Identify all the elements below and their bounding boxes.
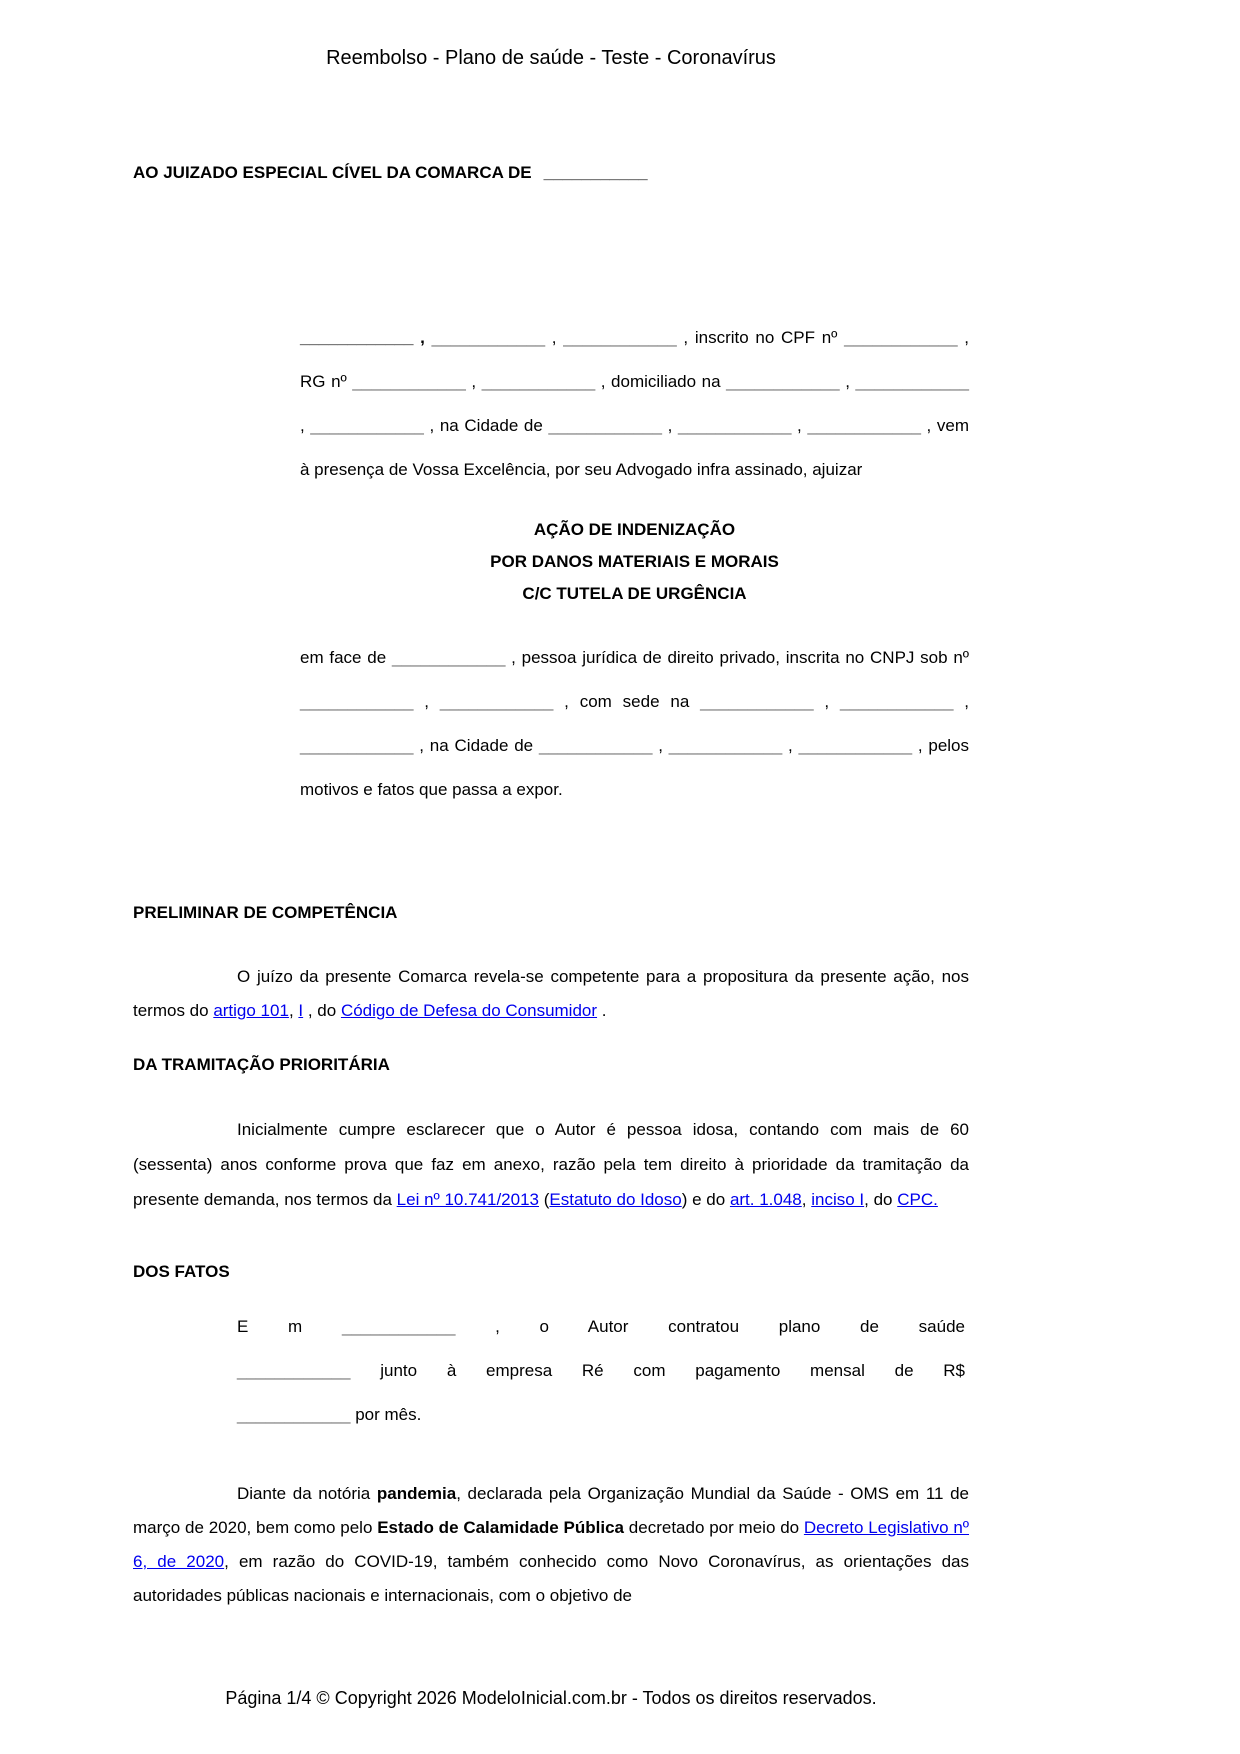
- section-heading-fatos: DOS FATOS: [133, 1262, 230, 1281]
- text-run: ,: [413, 692, 440, 711]
- text-run: ,: [953, 692, 969, 711]
- text-run: ,: [545, 328, 564, 347]
- blank-field: ____________: [807, 416, 921, 435]
- blank-field: ____________: [431, 328, 546, 347]
- blank-field: ____________: [798, 736, 913, 755]
- legal-reference-link[interactable]: inciso I: [811, 1190, 865, 1209]
- text-run: Diante da notória: [237, 1484, 377, 1503]
- text-run: Estado de Calamidade Pública: [377, 1518, 624, 1537]
- text-run: ,: [288, 1001, 299, 1020]
- text-run: Inicialmente cumpre esclarecer que o Autor é pessoa idosa, contando com mais de 60 (sessenta) anos conforme prova que faz em anexo, razão pela tem direito à prioridade da tramitação da presente demanda, nos termos da: [133, 1120, 969, 1209]
- text-run: por mês.: [350, 1405, 422, 1424]
- action-title: [300, 514, 969, 610]
- blank-field: ____________: [548, 416, 662, 435]
- blank-field: ____________: [341, 1317, 456, 1336]
- action-title-line: C/C TUTELA DE URGÊNCIA: [522, 584, 747, 603]
- defendant-qualification-paragraph: [300, 636, 969, 812]
- text-run: [425, 328, 432, 347]
- legal-reference-link[interactable]: CPC.: [897, 1190, 938, 1209]
- blank-field: ____________: [391, 648, 506, 667]
- blank-field: ____________: [677, 416, 792, 435]
- text-run: , pessoa jurídica de direito privado, inscrita no CNPJ sob nº: [505, 648, 969, 667]
- blank-field: ____________: [237, 1361, 351, 1380]
- fatos-pandemia-paragraph: [133, 1477, 969, 1613]
- blank-field: ____________: [481, 372, 596, 391]
- blank-field: ____________: [563, 328, 677, 347]
- blank-field: ____________: [700, 692, 814, 711]
- text-run: ,: [801, 1190, 812, 1209]
- action-title-line: AÇÃO DE INDENIZAÇÃO: [533, 520, 736, 539]
- text-run: ,: [839, 372, 856, 391]
- text-run: , na Cidade de: [413, 736, 539, 755]
- text-run: (: [539, 1190, 550, 1209]
- legal-reference-link[interactable]: Código de Defesa do Consumidor: [340, 1001, 598, 1020]
- text-run: , inscrito no CPF nº: [676, 328, 845, 347]
- text-run: , do: [303, 1001, 341, 1020]
- justified-line: [237, 1393, 965, 1437]
- blank-field: ____________: [300, 692, 414, 711]
- document-content: [133, 0, 969, 1613]
- fatos-contract-paragraph: [237, 1305, 969, 1437]
- text-run: ,: [465, 372, 482, 391]
- text-run: ,: [813, 692, 840, 711]
- blank-field: ____________: [844, 328, 958, 347]
- tramitacao-paragraph: [133, 1112, 969, 1217]
- legal-reference-link[interactable]: I: [298, 1001, 304, 1020]
- text-run: O juízo da presente Comarca revela-se competente para a propositura da presente ação, nos termos do: [133, 967, 969, 1020]
- text-run: ) e do: [681, 1190, 730, 1209]
- text-run: em face de: [300, 648, 392, 667]
- competencia-paragraph: [133, 960, 969, 1028]
- justified-line: [237, 1349, 965, 1393]
- blank-field: ____________ ,: [300, 328, 425, 347]
- blank-field: ____________: [439, 692, 554, 711]
- blank-field: ____________: [855, 372, 969, 391]
- text-run: , o Autor contratou plano de saúde: [455, 1317, 965, 1336]
- text-run: , RG nº: [300, 328, 970, 391]
- text-run: , na Cidade de: [423, 416, 549, 435]
- blank-field: ___________: [543, 163, 648, 182]
- text-run: , do: [864, 1190, 898, 1209]
- section-heading-preliminar: PRELIMINAR DE COMPETÊNCIA: [133, 903, 398, 922]
- text-run: ,: [300, 416, 311, 435]
- blank-field: ____________: [237, 1405, 351, 1424]
- section-heading-tramitacao: DA TRAMITAÇÃO PRIORITÁRIA: [133, 1055, 390, 1074]
- justified-line: [237, 1305, 965, 1349]
- blank-field: ____________: [538, 736, 653, 755]
- page-footer: Página 1/4 © Copyright 2026 ModeloInicial.com.br - Todos os direitos reservados.: [225, 1688, 877, 1708]
- text-run: ,: [782, 736, 799, 755]
- text-run: , declarada pela Organização Mundial da Saúde - OMS em 11 de março de 2020, bem como pelo: [133, 1484, 969, 1537]
- text-run: , com sede na: [553, 692, 701, 711]
- legal-reference-link[interactable]: Estatuto do Idoso: [549, 1190, 682, 1209]
- addressee-line: [133, 162, 969, 184]
- text-run: , pelos motivos e fatos que passa a expor.: [300, 736, 970, 799]
- addressee-label: AO JUIZADO ESPECIAL CÍVEL DA COMARCA DE: [133, 163, 532, 182]
- action-title-line: POR DANOS MATERIAIS E MORAIS: [490, 552, 779, 571]
- text-run: , vem à presença de Vossa Excelência, por seu Advogado infra assinado, ajuizar: [300, 416, 970, 479]
- blank-field: ____________: [310, 416, 424, 435]
- text-run: ,: [652, 736, 669, 755]
- legal-reference-link[interactable]: Decreto Legislativo nº 6, de 2020: [133, 1518, 970, 1571]
- blank-field: ____________: [352, 372, 466, 391]
- text-run: decretado por meio do: [624, 1518, 804, 1537]
- plaintiff-qualification-paragraph: [300, 316, 969, 492]
- blank-field: ____________: [300, 736, 414, 755]
- blank-field: ____________: [839, 692, 954, 711]
- text-run: junto à empresa Ré com pagamento mensal de R$: [350, 1361, 965, 1380]
- text-run: , domiciliado na: [595, 372, 727, 391]
- document-title: Reembolso - Plano de saúde - Teste - Coronavírus: [326, 47, 776, 69]
- legal-reference-link[interactable]: artigo 101: [213, 1001, 289, 1020]
- text-run: .: [597, 1001, 607, 1020]
- text-run: E m: [237, 1317, 342, 1336]
- text-run: , em razão do COVID-19, também conhecido como Novo Coronavírus, as orientações das autoridades públicas nacionais e internacionais, com o objetivo de: [133, 1552, 970, 1605]
- legal-reference-link[interactable]: art. 1.048: [729, 1190, 802, 1209]
- legal-reference-link[interactable]: Lei nº 10.741/2013: [396, 1190, 540, 1209]
- blank-field: ____________: [726, 372, 840, 391]
- blank-field: ____________: [668, 736, 783, 755]
- text-run: ,: [791, 416, 808, 435]
- text-run: ,: [661, 416, 678, 435]
- text-run: pandemia: [376, 1484, 457, 1503]
